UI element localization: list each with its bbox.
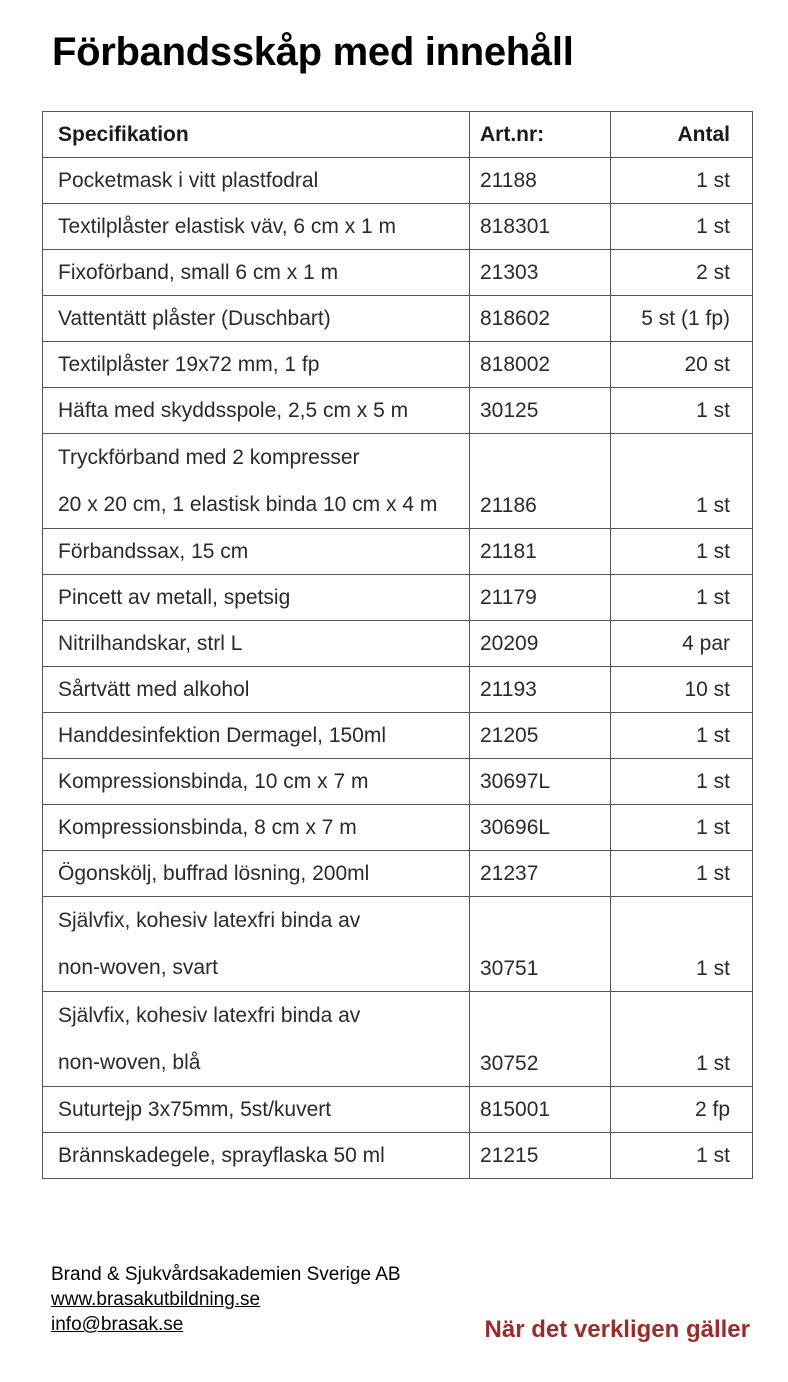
item-description	[43, 621, 470, 667]
table-row	[43, 992, 753, 1087]
item-description-line: Kompressionsbinda, 10 cm x 7 m	[58, 769, 369, 793]
item-article-number: 21205	[470, 713, 611, 759]
item-description-line: non-woven, blå	[58, 1051, 201, 1074]
item-quantity: 1 st	[611, 897, 753, 992]
item-quantity: 1 st	[611, 158, 753, 204]
item-description-line: Självfix, kohesiv latexfri binda av	[58, 909, 361, 932]
item-quantity: 1 st	[611, 713, 753, 759]
item-description	[43, 434, 470, 529]
item-description-line: Pocketmask i vitt plastfodral	[58, 168, 319, 192]
item-quantity: 1 st	[611, 851, 753, 897]
table-row	[43, 342, 753, 388]
item-description-line: Vattentätt plåster (Duschbart)	[58, 306, 331, 330]
item-quantity: 1 st	[611, 434, 753, 529]
item-description-line: Ögonskölj, buffrad lösning, 200ml	[58, 861, 370, 885]
item-article-number: 21186	[470, 434, 611, 529]
item-description-line: Sårtvätt med alkohol	[58, 677, 250, 701]
table-row	[43, 759, 753, 805]
item-article-number: 21237	[470, 851, 611, 897]
item-description	[43, 667, 470, 713]
item-description	[43, 1087, 470, 1133]
table-row	[43, 805, 753, 851]
item-description	[43, 759, 470, 805]
item-description	[43, 575, 470, 621]
table-row	[43, 575, 753, 621]
table-row	[43, 250, 753, 296]
item-description-line: Textilplåster elastisk väv, 6 cm x 1 m	[58, 214, 397, 238]
item-description	[43, 897, 470, 992]
item-quantity: 2 st	[611, 250, 753, 296]
item-article-number: 30696L	[470, 805, 611, 851]
item-description-line: Handdesinfektion Dermagel, 150ml	[58, 723, 387, 747]
item-article-number: 21193	[470, 667, 611, 713]
table-row	[43, 667, 753, 713]
item-description-line: Suturtejp 3x75mm, 5st/kuvert	[58, 1097, 332, 1121]
header-quantity: Antal	[611, 112, 753, 158]
table-header-row	[43, 112, 753, 158]
item-article-number: 818002	[470, 342, 611, 388]
item-description	[43, 296, 470, 342]
table-body	[43, 158, 753, 1179]
item-description	[43, 805, 470, 851]
item-article-number: 818602	[470, 296, 611, 342]
item-description	[43, 250, 470, 296]
item-article-number: 21303	[470, 250, 611, 296]
table-row	[43, 621, 753, 667]
table-row	[43, 1087, 753, 1133]
item-article-number: 21215	[470, 1133, 611, 1179]
item-description	[43, 342, 470, 388]
item-quantity: 1 st	[611, 529, 753, 575]
item-quantity: 1 st	[611, 204, 753, 250]
item-quantity: 1 st	[611, 805, 753, 851]
item-description-line: Förbandssax, 15 cm	[58, 539, 249, 563]
item-article-number: 30752	[470, 992, 611, 1087]
company-name: Brand & Sjukvårdsakademien Sverige AB	[51, 1264, 401, 1285]
item-quantity: 1 st	[611, 388, 753, 434]
slogan: När det verkligen gäller	[484, 1316, 750, 1343]
item-quantity: 1 st	[611, 992, 753, 1087]
item-description	[43, 204, 470, 250]
item-description	[43, 158, 470, 204]
item-description	[43, 529, 470, 575]
email-link[interactable]: info@brasak.se	[51, 1314, 184, 1335]
item-article-number: 21181	[470, 529, 611, 575]
item-description-line: Tryckförband med 2 kompresser	[58, 446, 360, 469]
item-description	[43, 713, 470, 759]
table-row	[43, 897, 753, 992]
item-quantity: 5 st (1 fp)	[611, 296, 753, 342]
item-article-number: 20209	[470, 621, 611, 667]
table-row	[43, 529, 753, 575]
item-description	[43, 1133, 470, 1179]
item-description-line: 20 x 20 cm, 1 elastisk binda 10 cm x 4 m	[58, 493, 438, 516]
table-row	[43, 1133, 753, 1179]
item-quantity: 2 fp	[611, 1087, 753, 1133]
item-article-number: 30697L	[470, 759, 611, 805]
item-description	[43, 992, 470, 1087]
table-row	[43, 296, 753, 342]
item-description-line: Självfix, kohesiv latexfri binda av	[58, 1004, 361, 1027]
item-quantity: 1 st	[611, 575, 753, 621]
header-specification: Specifikation	[43, 112, 470, 158]
table-row	[43, 434, 753, 529]
item-article-number: 30125	[470, 388, 611, 434]
item-description	[43, 851, 470, 897]
item-article-number: 818301	[470, 204, 611, 250]
item-description-line: Häfta med skyddsspole, 2,5 cm x 5 m	[58, 398, 409, 422]
item-article-number: 21188	[470, 158, 611, 204]
specification-table	[42, 111, 753, 1179]
item-article-number: 815001	[470, 1087, 611, 1133]
table-row	[43, 851, 753, 897]
item-quantity: 20 st	[611, 342, 753, 388]
item-description-line: Kompressionsbinda, 8 cm x 7 m	[58, 815, 357, 839]
item-description-line: Brännskadegele, sprayflaska 50 ml	[58, 1143, 385, 1167]
item-description-line: non-woven, svart	[58, 956, 218, 979]
table-row	[43, 713, 753, 759]
item-description-line: Fixoförband, small 6 cm x 1 m	[58, 260, 339, 284]
website-link[interactable]: www.brasakutbildning.se	[51, 1289, 261, 1310]
page-title: Förbandsskåp med innehåll	[52, 30, 574, 74]
item-quantity: 1 st	[611, 759, 753, 805]
item-description-line: Nitrilhandskar, strl L	[58, 631, 243, 655]
item-quantity: 10 st	[611, 667, 753, 713]
item-description-line: Pincett av metall, spetsig	[58, 585, 291, 609]
item-article-number: 30751	[470, 897, 611, 992]
item-quantity: 4 par	[611, 621, 753, 667]
item-description	[43, 388, 470, 434]
item-article-number: 21179	[470, 575, 611, 621]
table-row	[43, 388, 753, 434]
footer-contact	[51, 1262, 401, 1337]
item-description-line: Textilplåster 19x72 mm, 1 fp	[58, 352, 320, 376]
table-row	[43, 204, 753, 250]
table-row	[43, 158, 753, 204]
item-quantity: 1 st	[611, 1133, 753, 1179]
header-article-number: Art.nr:	[470, 112, 611, 158]
